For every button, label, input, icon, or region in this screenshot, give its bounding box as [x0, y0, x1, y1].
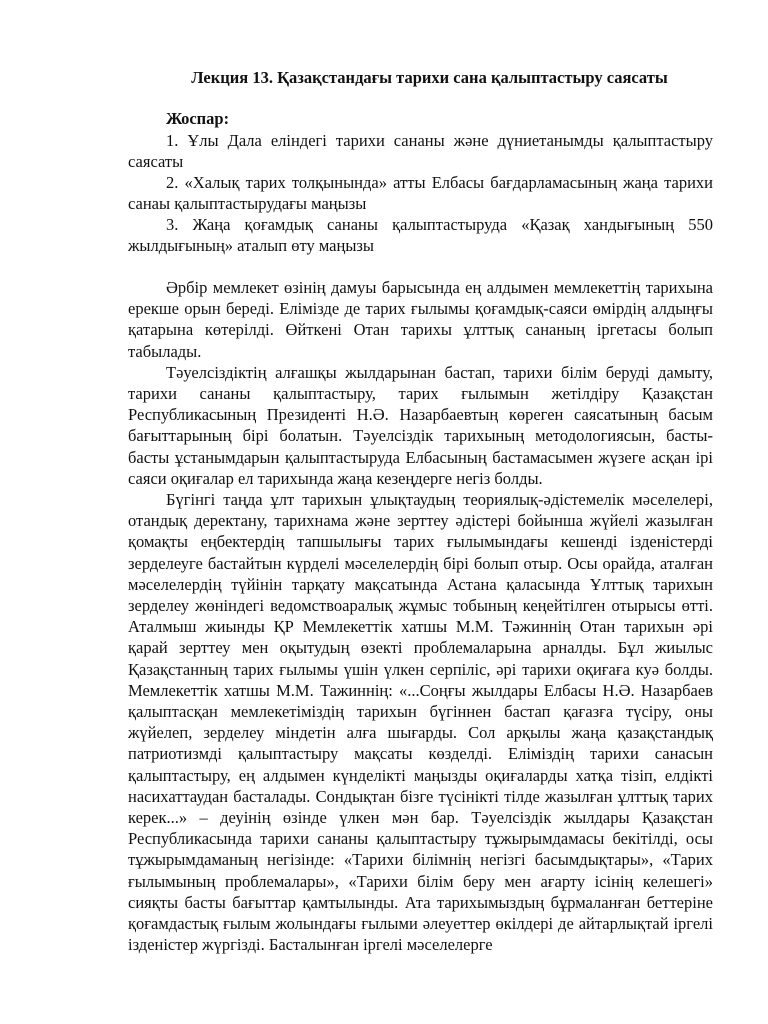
plan-list	[128, 130, 713, 256]
paragraph-3: Бүгінгі таңда ұлт тарихын ұлықтаудың теориялық-әдістемелік мәселелері, отандық деректану, тарихнама және зерттеу әдістері бойынша жүйелі жазылған қомақты еңбектердің тапшылығы тарих ғылымындағы кешенді ізденістерді зерделеуге бастайтын күрделі мәселелердің бірі болып отыр. Осы орайда, аталған мәселелердің түйінін тарқату мақсатында Астана қаласында Ұлттық тарихын зерделеу жөніндегі ведомствоаралық жұмыс тобының кеңейтілген отырысы өтті. Аталмыш жиынды ҚР Мемлекеттік хатшы М.М. Тәжиннің Отан тарихын әрі қарай зерттеу мен оқытудың өзекті проблемаларына арналды. Бұл жиылыс Қазақстанның тарих ғылымы үшін үлкен серпіліс, әрі тарихи оқиғаға куә болды. Мемлекеттік хатшы М.М. Тажиннің: «...Соңғы жылдары Елбасы Н.Ә. Назарбаев қалыптасқан мемлекетіміздің тарихын бүгіннен бастап қағазға түсіру, оны жүйелеп, зерделеу міндетін алға шығарды. Сол арқылы жаңа қазақстандық патриотизмді қалыптастыру мақсаты көзделді. Еліміздің тарихи санасын қалыптастыру, ең алдымен күнделікті маңызды оқиғаларды хатқа тізіп, елдікті насихаттаудан басталады. Сондықтан бізге түсінікті тілде жазылған ұлттық тарих керек...» – деуінің өзінде үлкен мән бар. Тәуелсіздік жылдары Қазақстан Республикасында тарихи сананы қалыптастыру тұжырымдамасы бекітілді, осы тұжырымдаманың негізінде: «Тарихи білімнің негізгі басымдықтары», «Тарих ғылымының проблемалары», «Тарихи білім беру мен ағарту ісінің келешегі» сияқты басты бағыттар қамтылынды. Ата тарихымыздың бұрмаланған беттеріне қоғамдастық ғылым жолындағы ғылыми әлеуеттер өкілдері де айтарлықтай іргелі ізденістер жүргізді. Басталынған іргелі мәселелерге	[128, 490, 713, 955]
document-page	[128, 66, 713, 956]
body-text	[128, 277, 713, 956]
plan-item-3: 3. Жаңа қоғамдық сананы қалыптастыруда «Қазақ хандығының 550 жылдығының» аталып өту маңызы	[128, 215, 713, 255]
plan-item-2: 2. «Халық тарих толқынында» атты Елбасы бағдарламасының жаңа тарихи санаы қалыптастырудағы маңызы	[128, 173, 713, 213]
plan-item-1: 1. Ұлы Дала еліндегі тарихи сананы және дүниетанымды қалыптастыру саясаты	[128, 131, 713, 171]
paragraph-1: Әрбір мемлекет өзінің дамуы барысында ең алдымен мемлекеттің тарихына ерекше орын береді. Елімізде де тарих ғылымы қоғамдық-саяси өмірдің алдыңғы қатарына көтерілді. Өйткені Отан тарихы ұлттық сананың іргетасы болып табылады.	[128, 278, 713, 361]
lecture-title: Лекция 13. Қазақстандағы тарихи сана қалыптастыру саясаты	[191, 68, 668, 87]
paragraph-2: Тәуелсіздіктің алғашқы жылдарынан бастап, тарихи білім беруді дамыту, тарихи сананы қалыптастыру, тарих ғылымын жетілдіру Қазақстан Республикасының Президенті Н.Ә. Назарбаевтың көреген саясатының басым бағыттарының бірі болатын. Тәуелсіздік тарихының методологиясын, басты-басты ұстанымдарын қалыптастыруда Елбасының бастамасымен жүзеге асқан ірі саяси оқиғалар ел тарихында жаңа кезеңдерге негіз болды.	[128, 362, 713, 488]
plan-heading: Жоспар:	[166, 109, 230, 128]
